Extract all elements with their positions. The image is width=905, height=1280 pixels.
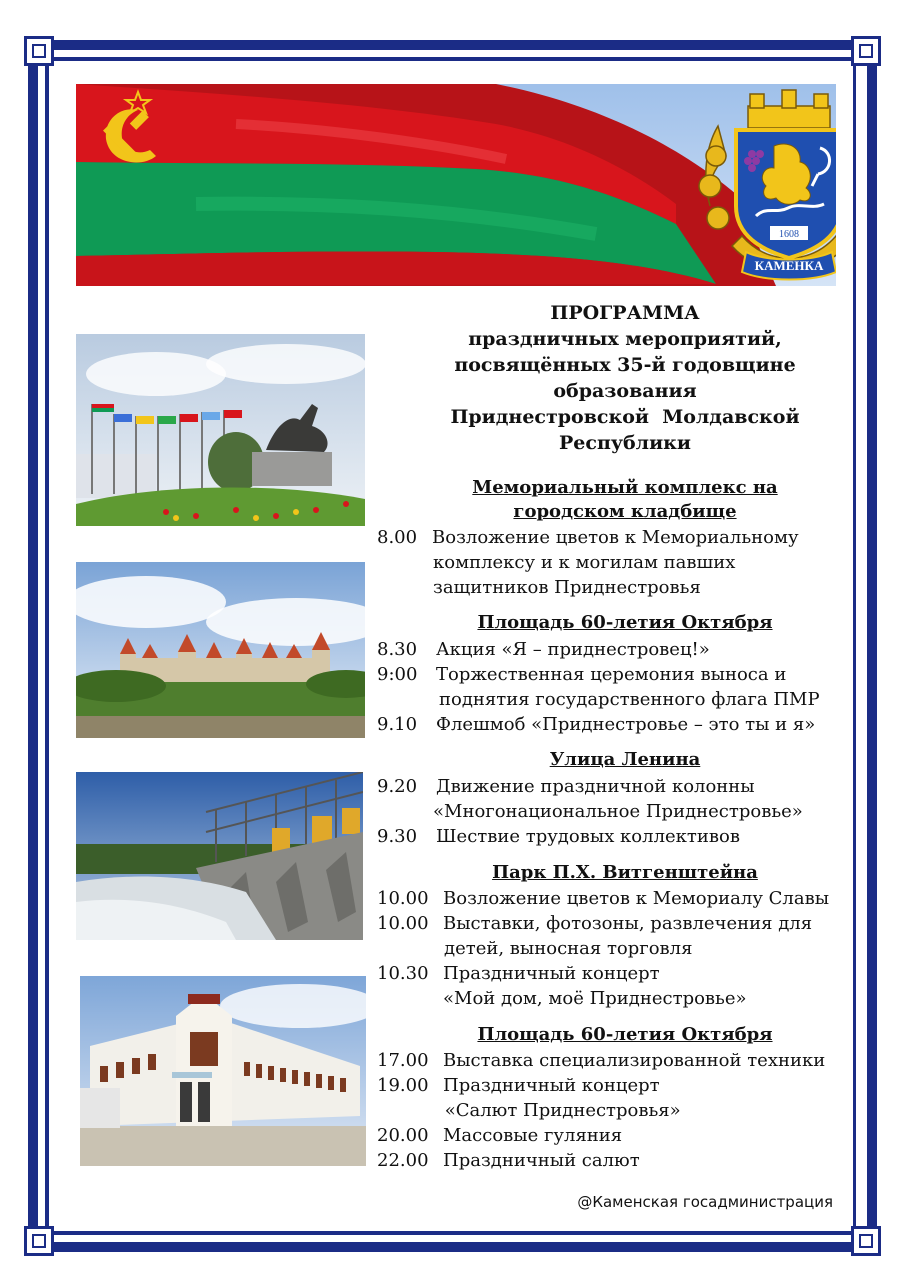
- schedule-desc: «Многонациональное Приднестровье»: [433, 801, 803, 822]
- emblem-year: 1608: [779, 229, 799, 240]
- program-title-line: Республики: [559, 432, 691, 454]
- schedule-time: 8.30: [377, 639, 418, 660]
- schedule-desc: Возложение цветов к Мемориалу Славы: [443, 888, 830, 909]
- kamenka-emblem-image: [696, 86, 836, 282]
- schedule-time: 9.20: [377, 776, 418, 797]
- emblem-city-ribbon: КАМЕНКА: [754, 258, 824, 273]
- section-heading-line: Площадь 60-летия Октября: [477, 612, 773, 633]
- section-heading-line: городском кладбище: [513, 501, 737, 522]
- schedule-desc: Праздничный концерт: [443, 1075, 660, 1096]
- schedule-time: 10.00: [377, 888, 429, 909]
- section-heading-line: Мемориальный комплекс на: [472, 477, 778, 498]
- section-heading-line: Парк П.Х. Витгенштейна: [492, 862, 758, 883]
- schedule-desc: «Мой дом, моё Приднестровье»: [443, 988, 747, 1009]
- program-title: [430, 300, 820, 456]
- schedule-desc: Акция «Я – приднестровец!»: [436, 639, 710, 660]
- schedule-time: 10.30: [377, 963, 429, 984]
- program-title-line: праздничных мероприятий,: [468, 328, 782, 350]
- program-title-line: ПРОГРАММА: [550, 302, 700, 324]
- schedule-desc: защитников Приднестровья: [433, 577, 701, 598]
- photo-monument-suvorov: [76, 334, 365, 526]
- section-heading-memorial: [420, 476, 830, 524]
- schedule-desc: Шествие трудовых коллективов: [436, 826, 740, 847]
- schedule-desc: Массовые гуляния: [443, 1125, 623, 1146]
- schedule-desc: Флешмоб «Приднестровье – это ты и я»: [436, 714, 816, 735]
- schedule-desc: Праздничный концерт: [443, 963, 660, 984]
- photo-bender-fortress: [76, 562, 365, 738]
- schedule-desc: Выставки, фотозоны, развлечения для: [443, 913, 813, 934]
- pmr-flag-image: [76, 84, 776, 286]
- schedule-desc: поднятия государственного флага ПМР: [439, 689, 820, 710]
- schedule-time: 10.00: [377, 913, 429, 934]
- schedule-desc: комплексу и к могилам павших: [433, 552, 736, 573]
- section-heading-square-morning: [420, 611, 830, 635]
- section-heading-square-evening: [420, 1023, 830, 1047]
- schedule-time: 9:00: [377, 664, 418, 685]
- schedule-desc: «Салют Приднестровья»: [439, 1100, 681, 1121]
- schedule-desc: Движение праздничной колонны: [436, 776, 755, 797]
- schedule-time: 22.00: [377, 1150, 429, 1171]
- frame-corner-top-right: [851, 36, 881, 66]
- schedule-time: 9.30: [377, 826, 418, 847]
- program-title-line: посвящённых 35-й годовщине: [454, 354, 796, 376]
- frame-corner-bottom-left: [24, 1226, 54, 1256]
- crown-icon: [748, 90, 830, 128]
- section-heading-line: Улица Ленина: [549, 749, 701, 770]
- frame-corner-top-left: [24, 36, 54, 66]
- schedule-desc: Выставка специализированной техники: [443, 1050, 826, 1071]
- frame-corner-bottom-right: [851, 1226, 881, 1256]
- schedule-time: 17.00: [377, 1050, 429, 1071]
- schedule-desc: детей, выносная торговля: [444, 938, 693, 959]
- section-heading-park: [420, 861, 830, 885]
- schedule-desc: Возложение цветов к Мемориальному: [432, 527, 799, 548]
- schedule-time: 8.00: [377, 527, 418, 548]
- schedule-time: 9.10: [377, 714, 418, 735]
- schedule-desc: Торжественная церемония выноса и: [436, 664, 787, 685]
- photo-dubossary-dam: [76, 772, 363, 940]
- credit-line: @Каменская госадминистрация: [577, 1193, 833, 1211]
- photo-railway-station: [80, 976, 366, 1166]
- schedule-time: 20.00: [377, 1125, 429, 1146]
- header-banner: [76, 84, 836, 286]
- program-title-line: образования: [553, 380, 697, 402]
- section-heading-line: Площадь 60-летия Октября: [477, 1024, 773, 1045]
- schedule-time: 19.00: [377, 1075, 429, 1096]
- schedule-desc: Праздничный салют: [443, 1150, 640, 1171]
- section-heading-lenin-street: [420, 748, 830, 772]
- program-title-line: Приднестровской Молдавской: [450, 406, 800, 428]
